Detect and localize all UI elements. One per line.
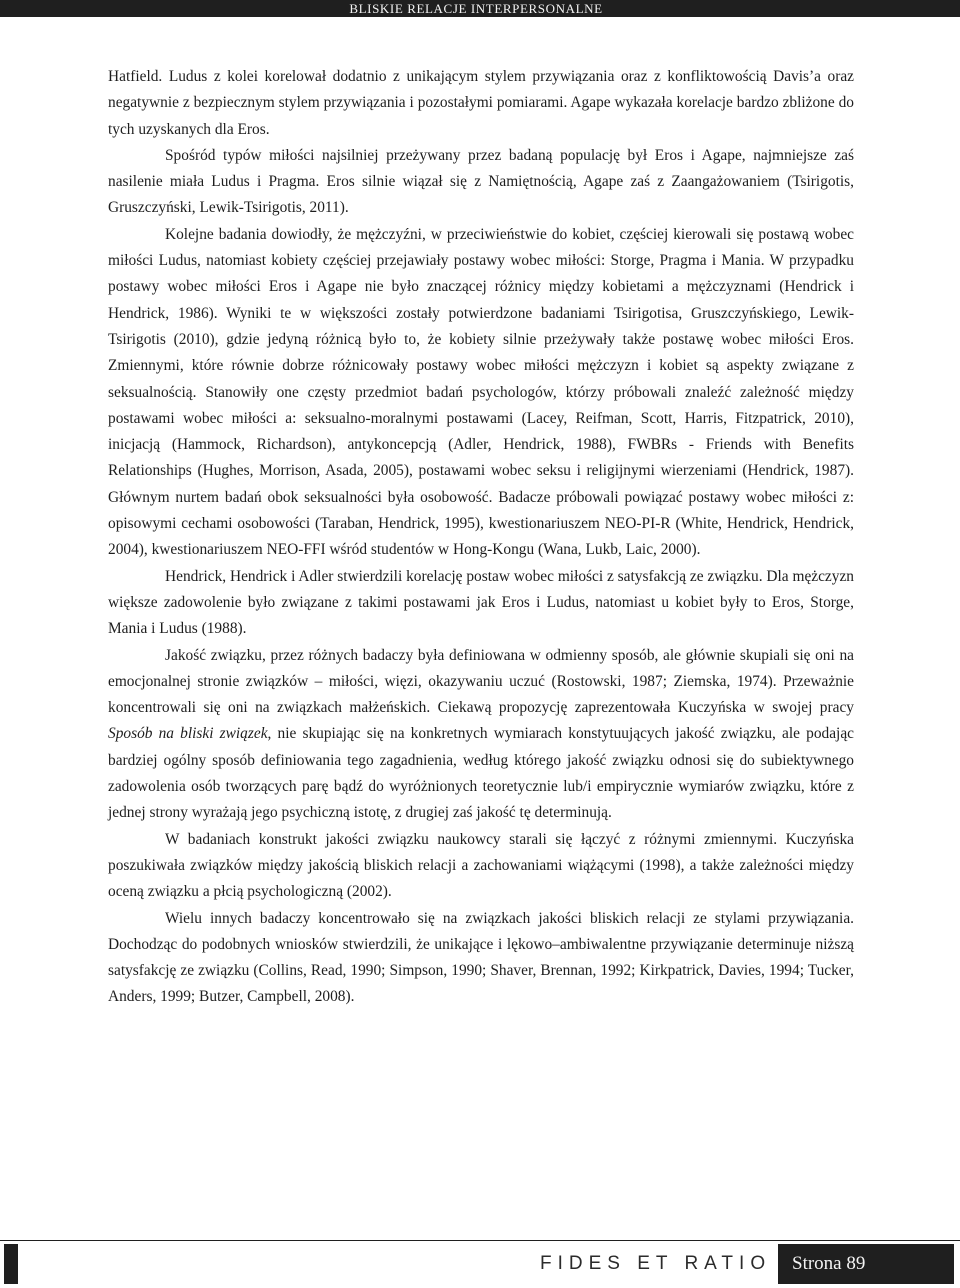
paragraph-2: Spośród typów miłości najsilniej przeżywany przez badaną populację był Eros i Agape, najmniejsze zaś nasilenie miała Ludus i Pragma. Eros silnie wiązał się z Namiętnością, Agape zaś z Zaangażowaniem (Tsirigotis, Gruszczyński, Lewik-Tsirigotis, 2011). [108,146,854,217]
footer-rule [0,1240,960,1241]
paragraph-5 [108,643,854,827]
paragraph-5-text-after: , nie skupiając się na konkretnych wymiarach konstytuujących jakość związku, ale podając bardziej ogólny sposób definiowania tego zagadnienia, według którego jakość związku odnosi się do subiektywnego zadowolenia osób tworzących parę bądź do wyróżnionych teoretycznie lub/i empirycznie wymiarów związku, które z jednej strony wyrażają jego psychiczną istotę, z drugiej zaś jakość tę determinują. [108,725,854,822]
page-body [108,64,854,1011]
paragraph-3: Kolejne badania dowiodły, że mężczyźni, w przeciwieństwie do kobiet, częściej kierowali się postawą wobec miłości Ludus, natomiast kobiety częściej przejawiały postawy wobec miłości: Storge, Pragma i Mania. W przypadku postawy wobec miłości Eros i Agape nie było znaczącej różnicy między kobietami a mężczyznami (Hendrick i Hendrick, 1986). Wyniki te w większości zostały potwierdzone badaniami Tsirigotisa, Gruszczyńskiego, Lewik-Tsirigotis (2010), gdzie jedyną różnicą było to, że kobiety silnie przeżywały także postawę wobec miłości Eros. Zmiennymi, które równie dobrze różnicowały postawy wobec miłości mężczyzn i kobiet są aspekty związane z seksualnością. Stanowiły one częsty przedmiot badań psychologów, którzy próbowali znaleźć zależność między postawami wobec miłości a: seksualno-moralnymi postawami (Lacey, Reifman, Scott, Harris, Fitzpatrick, 2010), inicjacją (Hammock, Richardson), antykoncepcją (Adler, Hendrick, 1988), FWBRs - Friends with Benefits Relationships (Hughes, Morrison, Asada, 2005), postawami wobec seksu i religijnymi wierzeniami (Hendrick, 1987). Głównym nurtem badań obok seksualności była osobowość. Badacze próbowali powiązać postawy wobec miłości z: opisowymi cechami osobowości (Taraban, Hendrick, 1995), kwestionariuszem NEO-PI-R (White, Hendrick, Hendrick, 2004), kwestionariuszem NEO-FFI wśród studentów w Hong-Kongu (Wana, Lukb, Laic, 2000). [108,225,854,559]
paragraph-1: Hatfield. Ludus z kolei korelował dodatnio z unikającym stylem przywiązania oraz z konfliktowością Davis’a oraz negatywnie z bezpiecznym stylem przywiązania i pozostałymi pomiarami. Agape wykazała korelacje bardzo zbliżone do tych uzyskanych dla Eros. [108,68,854,138]
page-footer [0,1244,960,1284]
paragraph-4: Hendrick, Hendrick i Adler stwierdzili korelację postaw wobec miłości z satysfakcją ze związku. Dla mężczyzn większe zadowolenie było związane z takimi postawami jak Eros i Ludus, natomiast u kobiet były to Eros, Storge, Mania i Ludus (1988). [108,567,854,638]
paragraph-6: W badaniach konstrukt jakości związku naukowcy starali się łączyć z różnymi zmiennymi. Kuczyńska poszukiwała związków między jakością bliskich relacji a zachowaniami wiążącymi (1998), a także zależności między oceną związku a płcią psychologiczną (2002). [108,830,854,901]
paragraph-7: Wielu innych badaczy koncentrowało się na związkach jakości bliskich relacji ze stylami przywiązania. Dochodząc do podobnych wniosków stwierdzili, że unikające i lękowo–ambiwalentne przywiązanie determinuje niższą satysfakcję ze związku (Collins, Read, 1990; Simpson, 1990; Shaver, Brennan, 1992; Kirkpatrick, Davies, 1994; Tucker, Anders, 1999; Butzer, Campbell, 2008). [108,909,854,1006]
page-number-box [778,1244,954,1284]
paragraph-5-text-before: Jakość związku, przez różnych badaczy była definiowana w odmienny sposób, ale głównie skupiali się oni na emocjonalnej stronie związków – miłości, więzi, okazywaniu uczuć (Rostowski, 1987; Ziemska, 1974). Przeważnie koncentrowali się oni na związkach małżeńskich. Ciekawą propozycję zaprezentowała Kuczyńska w swojej pracy [108,646,854,717]
page-number: Strona 89 [792,1253,866,1274]
cited-book-title: Sposób na bliski związek [108,725,268,743]
running-header-bar [0,0,960,17]
footer-left-bar [4,1244,18,1284]
running-header-title: BLISKIE RELACJE INTERPERSONALNE [349,1,603,16]
journal-name: FIDES ET RATIO [540,1253,772,1274]
